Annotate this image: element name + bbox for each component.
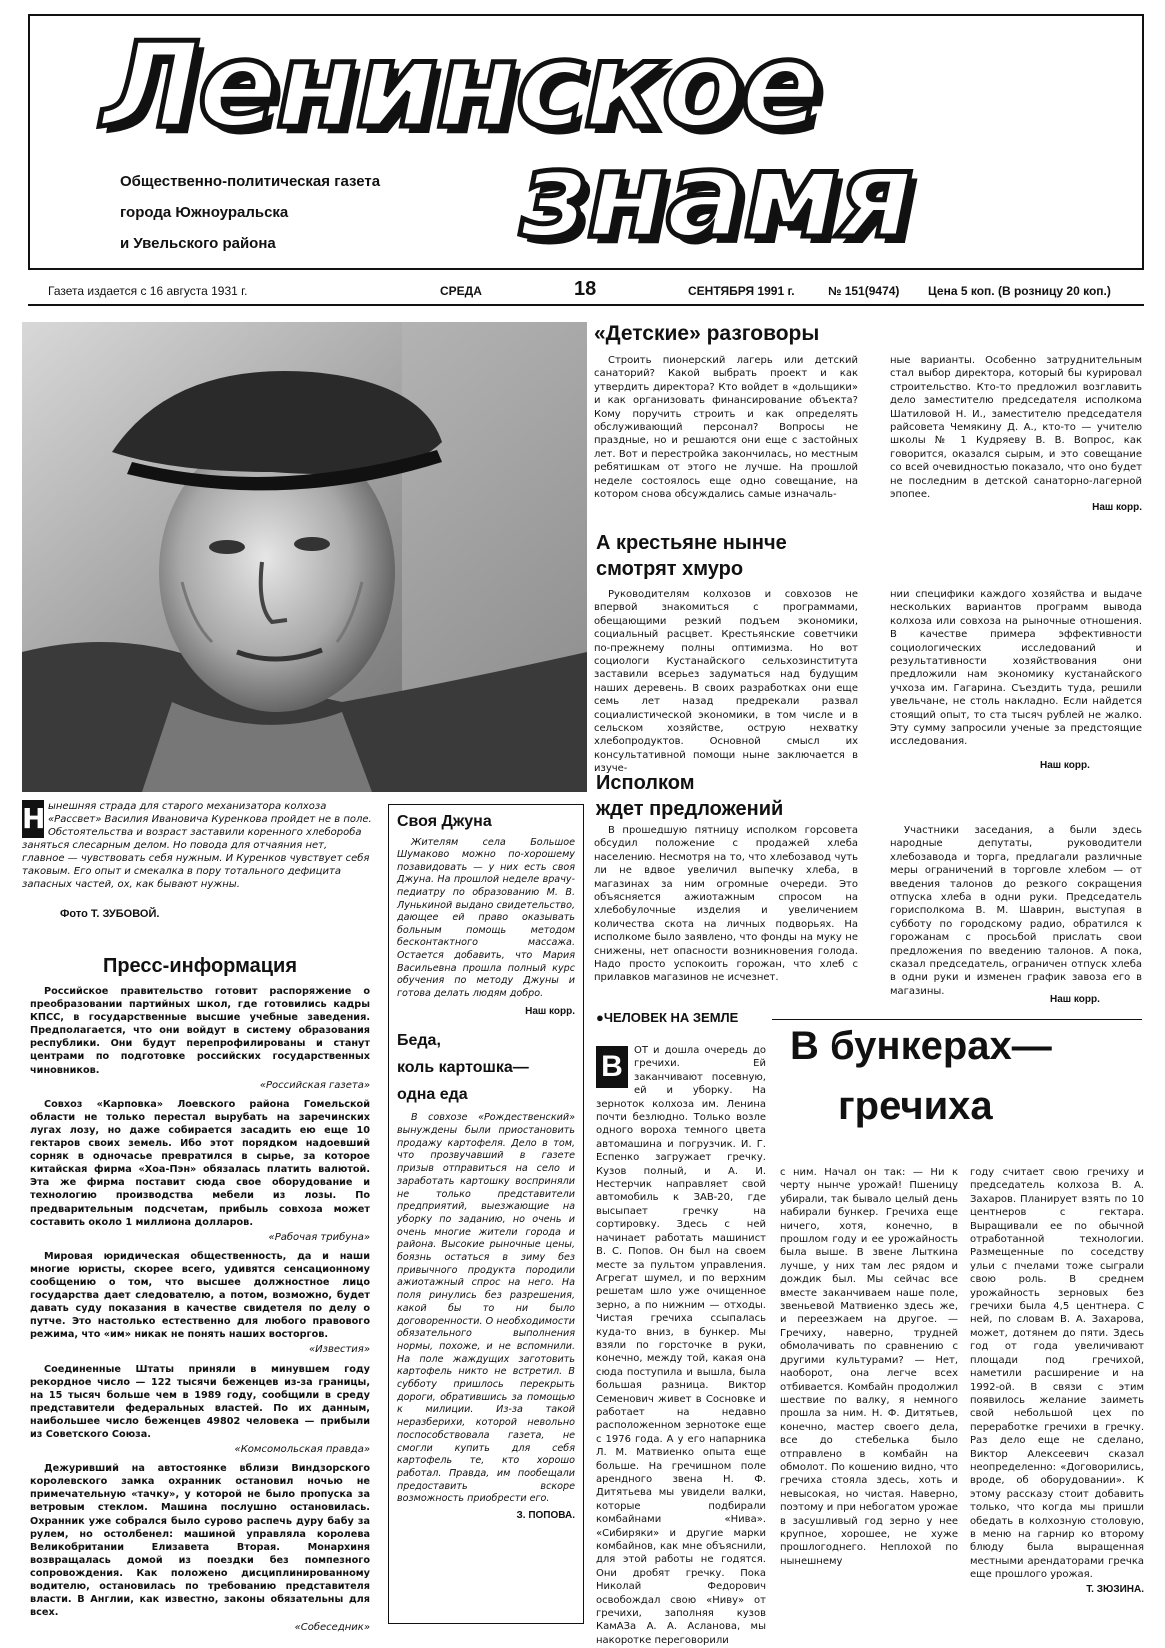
press-information-section <box>30 955 370 1640</box>
column-text: году считает свою гречиху и председатель колхоза В. А. Захаров. Планирует взять по 10 центнеров с гектара. Выращивали ее по обычной отработанной технологии. Размещенные по соседству ульи с пчелами тоже сыграли свою роль. В среднем урожайность зерновых без гречихи была 4,5 центнера. С ней, по словам В. А. Захарова, может, дотянем до пяти. Здесь год от года увеличивают площади под гречихой, наметили расширение и на 1992-ой. В связи с этим появилось желание заиметь свой небольшой цех по переработке гречихи в гречку. Раз дело еще не сделано, Виктор Алексеевич сказал неопределенно: «Договорились, вроде, об оборудовании». К этому рассказу стоит добавить только, что когда мы пришли обедать в колхозную столовую, в меню на гарнир ко второму блюду была выращенная местными арендаторами гречка еще прошлого урожая. <box>970 1167 1144 1581</box>
issue-number: № 151(9474) <box>828 284 900 298</box>
article-text-children-right <box>890 354 1142 515</box>
article-text-dzhuna <box>397 837 575 1001</box>
newspaper-subtitle <box>120 166 480 259</box>
press-item-source: «Рабочая трибуна» <box>268 1231 370 1243</box>
day-number: 18 <box>574 278 597 300</box>
press-items <box>30 985 370 1634</box>
signature: Наш корр. <box>525 1006 575 1018</box>
article-text-peasants-right <box>890 588 1142 749</box>
caption-dropcap: Н <box>22 800 44 838</box>
newspaper-logo-line1: Ленинское <box>102 16 819 154</box>
press-item-source: «Известия» <box>308 1344 370 1356</box>
photo-credit: Фото Т. ЗУБОВОЙ. <box>60 908 160 920</box>
article-column-buckwheat-3 <box>970 1166 1144 1595</box>
title-line: одна еда <box>397 1086 468 1104</box>
article-column-buckwheat-2: с ним. Начал он так: — Ни к черту нынче урожай! Пшеницу убирали, так бывало целый день набирали бункер. Гречиха еще ничего, хотя, конечно, в прошлом году и ее урожайность была выше. В звене Лыткина лучше, у них там лес рядом и дождик был. Мы сейчас все вместе заканчиваем наше поле, звеньевой Матвиенко здесь же, и переезжаем на другое. — Гречиху, наверно, трудней обмолачивать по сравнению с другими культурами? — Нет, наоборот, она легче всех отбивается. Комбайн продолжил шествие по валку, я немного прошла за ним. Н. Ф. Дитятьев, конечно, мастер своего дела, все до стебелька было отправлено в комбайн на обмолот. По кошению видно, что гречиха стояла здесь, хоть и невысокая, но чистая. Наверно, поэтому и при небогатом урожае в засушливый год зерно у нее крупное, хорошее, не хуже прошлогоднего. Неплохой по нынешнему <box>780 1167 958 1567</box>
article-text-ispolkom-right <box>890 824 1142 998</box>
paragraph: Участники заседания, а были здесь народные депутаты, руководители хлебозавода и торга, предлагали различные меры ограничений в торговле хлебом — от введения талонов до резкого сокращения отпуска хлеба в одни руки. Председатель горисполкома В. М. Шаврин, выступая в субботу по городскому радио, обратился к горожанам с просьбой прислать свои предложения по введению талонов. А пока, сказал председатель, ограничен отпуск хлеба в одни руки и изменен график завоза его в магазины. <box>890 825 1142 997</box>
founded-date: Газета издается с 16 августа 1931 г. <box>48 284 248 298</box>
photo-portrait <box>22 322 587 792</box>
article-title-potato <box>397 1027 575 1108</box>
title-line: Исполком <box>596 772 695 794</box>
signature: Т. ЗЮЗИНА. <box>1086 1583 1144 1595</box>
paragraph: В прошедшую пятницу исполком горсовета обсудил положение с продажей хлеба населению. Несмотря на то, что хлебозавод чуть ли не вдвое увеличил выпечку хлеба, в магазинах за ним огромные очереди. Это объясняется ажиотажным спросом на хлебобулочные изделия и увеличением количества скота на личных подворьях. На исполкоме было заявлено, что фонды на муку не снижены, нет опасности возникновения голода. Надо просто успокоить горожан, что хлеб с прилавков магазинов не исчезнет. <box>594 825 858 984</box>
subtitle-line: Общественно-политическая газета <box>120 173 381 190</box>
article-text-ispolkom-left <box>594 824 858 985</box>
rubric-rule <box>772 1019 1142 1020</box>
rubric-label: ●ЧЕЛОВЕК НА ЗЕМЛЕ <box>596 1010 739 1025</box>
paragraph: нии специфики каждого хозяйства и выдаче нескольких вариантов программ вывода колхоза или совхоза на рыночные отношения. В качестве примера эффективности социологических исследований и результативности хозяйствования они предложили нам экономику кустанайского учхоза им. Гагарина. Съездить туда, решили увельчане, не столь накладно. Если найдется стоящий опыт, то ста тысяч рублей не жалко. Эту сумму запросили ученые за предстоящие исследования. <box>890 589 1142 748</box>
press-item-source: «Собеседник» <box>294 1622 370 1634</box>
article-title-buckwheat-line2: гречиха <box>838 1084 993 1128</box>
title-line: коль картошка— <box>397 1059 529 1077</box>
paragraph: Строить пионерский лагерь или детский санаторий? Какой выбрать проект и как утвердить директора? Кто войдет в «дольщики» и как организовать финансирование объекта? Кому поручить строить и как определять обслуживающий персонал? Вопросы не праздные, но и решаются они еще с застойных лет. Вот и перестройка закончилась, но местным ребятишкам от этого не лучше. На прошлой неделе состоялось еще одно совещание, на котором снова обсуждались самые изначаль- <box>594 355 858 501</box>
article-text-children-left <box>594 354 858 501</box>
newspaper-logo-line2: знамя <box>520 126 912 264</box>
article-title-dzhuna: Своя Джуна <box>397 813 492 830</box>
month-year: СЕНТЯБРЯ 1991 г. <box>688 284 795 298</box>
press-item-text: Мировая юридическая общественность, да и наши многие юристы, скорее всего, удивятся сенсационному сообщению о том, что высшее должностное лицо государства дает следователю, а потом, возможно, будет давать суду показания в качестве свидетеля по делу о путче. Это настолько естественно для любого правового режима, что «им» никак не понять наших восторгов. <box>30 1250 370 1341</box>
caption-text: ынешняя страда для старого механизатора колхоза «Рассвет» Василия Ивановича Куренкова пройдет не в поле. Обстоятельства и возраст заставили коренного хлебороба заняться слесарным делом. Но повода для отчаяния нет, главное — чувствовать себя нужным. И Куренков чувствует себя таковым. Его опыт и смекалка в пору тотального дефицита запасных частей, ох, как бывают нужны. <box>22 801 372 890</box>
signature: З. ПОПОВА. <box>516 1510 575 1522</box>
title-line: Беда, <box>397 1032 441 1050</box>
signature: Наш корр. <box>1040 760 1090 771</box>
title-line: ждет предложений <box>596 798 784 820</box>
paragraph: Жителям села Большое Шумаково можно по-хорошему позавидовать — у них есть своя Джуна. На прошлой неделе врачу-педиатру по образованию М. В. Лунькиной выдано свидетельство, дающее ей право оказывать больным помощь методом бесконтактного массажа. Остается добавить, что Мария Васильевна прошла полный курс обучения по методу Джуны и готова делать людям добро. <box>397 836 575 999</box>
article-text-peasants-left <box>594 588 858 776</box>
weekday: СРЕДА <box>440 284 482 298</box>
article-text-potato <box>397 1112 575 1506</box>
subtitle-line: и Увельского района <box>120 235 276 252</box>
press-item-text: Совхоз «Карповка» Лоевского района Гомельской области не только перестал вырубать на заречинских лугах лозу, но даже собирается засадить ею еще 10 гектаров своих земель. Ибо этот порядком надоевший сорняк в одночасье превратился в сырье, за которое китайская фирма «Хоа-Пэн» обязалась платить валютой. Эта же фирма поставит сюда свое оборудование и технологию производства мебели из лозы. По предварительным подсчетам, прибыль совхоза может составить около 1 миллиона долларов. <box>30 1098 370 1228</box>
signature: Наш корр. <box>1092 502 1142 514</box>
paragraph: ные варианты. Особенно затруднительным стал выбор директора, который бы курировал строительство. Кто-то предложил возглавить дело заместителю председателя исполкома Шатиловой Н. И., заместителю председателя райсовета Чемякину Д. А., кто-то — учителю школы № 1 Кудряеву В. В. Вопрос, как говорится, оказался сырым, и это совещание со всей очевидностью показало, что оно будет не последним в детской санаторно-лагерной эпопее. <box>890 355 1142 501</box>
column-text: ОТ и дошла очередь до гречихи. Ей заканчивают посевную, ей и уборку. На зерноток колхоза им. Ленина почти безлюдно. Только возле одного вороха темного цвета автомашина и погрузчик. И. Г. Еспенко загружает гречку. Кузов полный, и А. И. Нестерчик направляет свой автомобиль к ЗАВ-20, где высыпает гречку на сортировку. Здесь с ней начинает работать машинист В. С. Попов. Он был на своем месте за пультом управления. Агрегат шумел, и по верхним решетам шло уже очищенное зерно, а по нижним — отходы. Чистая гречиха ссыпалась куда-то вниз, в бункер. Мы взяли по горсточке в руки, конечно, между той, какая она сюда поступила и вышла, была большая разница. Виктор Семенович живет в Сосновке и работает на недавно расположенном зернотоке еще с 1976 года. А у его напарника Л. М. Матвиенко опыта еще больше. На гречишном поле арендного звена Н. Ф. Дитятьева мы увидели валки, которые подбирали комбайнами «Нива». «Сибиряки» и другие марки комбайнов, как мне объяснили, для этой работы не годятся. Они дробят гречку. Пока Николай Федорович освобождал свою «Ниву» от гречихи, заполняя кузов КамАЗа А. А. Асланова, мы накоротке переговорили <box>596 1045 766 1646</box>
paragraph: В совхозе «Рождественский» вынуждены были приостановить продажу картофеля. Дело в том, что прозвучавший в газете призыв отправиться на село и заработать картошку восприняли не только представители предприятий, выезжающие на уборку по заданию, но очень и очень многие жители города и района. Высокие рыночные цены, боязнь остаться в зиму без привычного продукта породили ажиотажный спрос на него. На поля ринулись без разрешения, какой бы то ни было договоренности. О необходимости обязательного выполнения нормы, похоже, и не вспомнили. На поле жаждущих заготовить картофель никто не встретил. В субботу пришлось перекрыть дороги, обратившись за помощью к милиции. Из-за такой неразберихи, которой невольно поспособствовала газета, не смогли купить для себя картофель те, кто хорошо работал. Правда, им пообещали предоставить вскоре возможность приобрести его. <box>397 1112 575 1505</box>
section-title: Пресс-информация <box>102 955 298 977</box>
article-title-buckwheat-line1: В бункерах— <box>790 1024 1052 1068</box>
article-title-ispolkom <box>596 770 783 822</box>
article-column-buckwheat-1 <box>596 1044 766 1647</box>
dateline <box>28 278 1144 306</box>
photo-caption <box>22 800 372 891</box>
signature: Наш корр. <box>1050 994 1100 1005</box>
title-line: смотрят хмуро <box>596 558 744 580</box>
portrait-illustration <box>22 322 587 792</box>
press-item-text: Дежуривший на автостоянке вблизи Виндзорского королевского замка охранник остановил ночью не примечательную «тачку», у которой не было пропуска за ветровым стеклом. Машина послушно остановилась. Охранник уже собрался было сурово распечь дуру бабу за рулем, но остолбенел: машиной управляла королева Великобритании Елизавета Вторая. Монархиня возвращалась домой из поездки без помпезного сопровождения. Как положено дисциплинированному водителю, остановилась по требованию представителя власти. В Англии, как известно, законы обязательны для всех. <box>30 1463 370 1619</box>
title-line: А крестьяне нынче <box>596 532 787 554</box>
press-item-text: Российское правительство готовит распоряжение о преобразовании партийных школ, где готовились кадры КПСС, в государственные высшие учебные заведения. Предполагается, что они войдут в систему образования республики. Они будут перепрофилированы и станут центрами по подготовке российских государственных чиновников. <box>30 986 370 1076</box>
article-title-children: «Детские» разговоры <box>594 322 820 345</box>
article-title-peasants <box>596 530 787 582</box>
article-dropcap: В <box>596 1046 628 1088</box>
press-item-source: «Российская газета» <box>259 1079 370 1091</box>
price: Цена 5 коп. (В розницу 20 коп.) <box>928 284 1111 298</box>
press-item-source: «Комсомольская правда» <box>234 1444 370 1456</box>
press-item-text: Соединенные Штаты приняли в минувшем году рекордное число — 122 тысячи беженцев из-за границы, на 15 тысяч больше чем в 1989 году, сообщили в среду представители федеральных властей. По их данным, наибольшее число беженцев 49802 человека — прибыли из Советского Союза. <box>30 1363 370 1440</box>
masthead <box>28 14 1144 270</box>
paragraph: Руководителям колхозов и совхозов не впервой знакомиться с программами, обещающими резкий подъем экономики, социальный расцвет. Крестьянские советчики по-прежнему полны оптимизма. Но вот социологи Кустанайского сельхозинститута заставили всерьез задуматься над будущим наших деревень. В своих разработках они еще семь лет назад предрекали развал социалистической экономики, в том числе и в сельском хозяйстве, острую нехватку хлебопродуктов. Основной смысл их консультативной помощи ныне заключается в изуче- <box>594 589 858 775</box>
subtitle-line: города Южноуральска <box>120 204 289 221</box>
boxed-column <box>388 804 584 1624</box>
